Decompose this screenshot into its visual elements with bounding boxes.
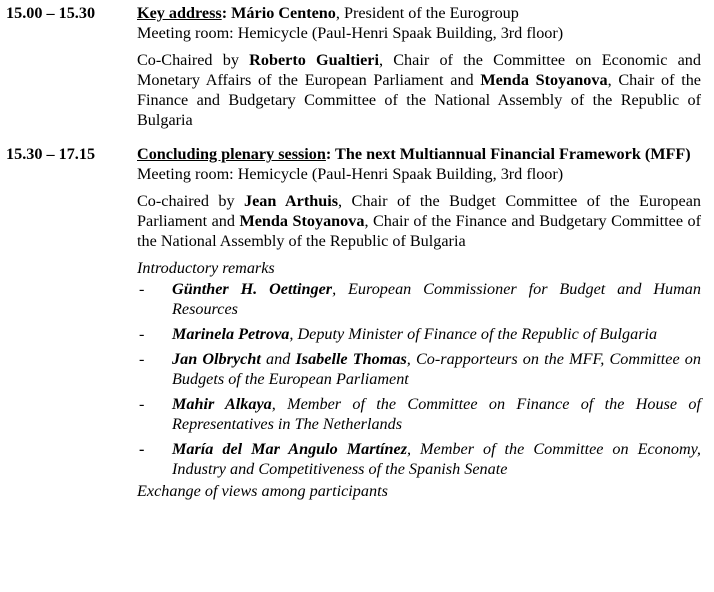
- speaker-list: [137, 279, 701, 479]
- cochair-suffix: , Chair of the Finance and Budgetary Committee of the National Assembly of the Republic of Bulgaria: [137, 71, 701, 129]
- dash-bullet: -: [139, 350, 145, 368]
- cochair-paragraph: [137, 50, 701, 130]
- session-time: 15.30 – 17.15: [6, 145, 96, 163]
- cochair-name-1: Roberto Gualtieri: [249, 51, 379, 69]
- speaker-role: , Member of the Committee on Finance of the House of Representatives in The Netherlands: [172, 395, 701, 433]
- session-title-rest: : The next Multiannual Financial Framework (MFF): [325, 145, 691, 163]
- keynote-speaker-name: Mário Centeno: [231, 4, 336, 22]
- speaker-text: [172, 349, 701, 389]
- session-title: [137, 3, 701, 23]
- speaker-name: Marinela Petrova: [172, 325, 290, 343]
- speaker-item: [137, 394, 701, 434]
- speaker-conjunction: and: [260, 350, 296, 368]
- dash-bullet: -: [139, 280, 145, 298]
- speaker-role: , Member of the Committee on Economy, Industry and Competitiveness of the Spanish Senate: [172, 440, 701, 478]
- cochair-paragraph: [137, 191, 701, 251]
- speaker-text: [172, 394, 701, 434]
- speaker-name: Günther H. Oettinger: [172, 280, 333, 298]
- session-time: 15.00 – 15.30: [6, 4, 96, 22]
- speaker-item: [137, 439, 701, 479]
- speaker-name: Mahir Alkaya: [172, 395, 272, 413]
- speaker-role: , Deputy Minister of Finance of the Republic of Bulgaria: [289, 325, 658, 343]
- speaker-text: [172, 279, 701, 319]
- cochair-name-2: Menda Stoyanova: [480, 71, 608, 89]
- cochair-suffix: , Chair of the Finance and Budgetary Committee of the National Assembly of the Republic of Bulgaria: [137, 212, 701, 250]
- keynote-speaker-role: , President of the Eurogroup: [335, 4, 519, 22]
- speaker-name: Jan Olbrycht: [172, 350, 261, 368]
- meeting-room: Meeting room: Hemicycle (Paul-Henri Spaak Building, 3rd floor): [137, 24, 564, 42]
- dash-bullet: -: [139, 325, 145, 343]
- cochair-name-2: Menda Stoyanova: [239, 212, 365, 230]
- session-title: [137, 144, 701, 164]
- session-title-sep: :: [221, 4, 232, 22]
- closing-note: Exchange of views among participants: [137, 482, 388, 500]
- cochair-name-1: Jean Arthuis: [244, 192, 339, 210]
- speaker-role: , European Commissioner for Budget and Human Resources: [172, 280, 701, 318]
- session-content: [137, 144, 701, 501]
- cochair-mid: , Chair of the Committee on Economic and Monetary Affairs of the European Parliament and: [137, 51, 701, 89]
- dash-bullet: -: [139, 395, 145, 413]
- dash-bullet: -: [139, 440, 145, 458]
- session-title-label: Concluding plenary session: [137, 145, 326, 163]
- session-content: [137, 3, 701, 130]
- speaker-role: , Co-rapporteurs on the MFF, Committee on Budgets of the European Parliament: [172, 350, 701, 388]
- agenda-session-keynote: [0, 3, 714, 130]
- introductory-remarks-heading: Introductory remarks: [137, 259, 275, 277]
- speaker-text: [172, 439, 701, 479]
- agenda-session-plenary: [0, 144, 714, 501]
- speaker-item: [137, 349, 701, 389]
- meeting-room: Meeting room: Hemicycle (Paul-Henri Spaak Building, 3rd floor): [137, 165, 564, 183]
- speaker-name: María del Mar Angulo Martínez: [172, 440, 408, 458]
- speaker-item: [137, 324, 701, 344]
- speaker-name-2: Isabelle Thomas: [295, 350, 407, 368]
- speaker-item: [137, 279, 701, 319]
- session-title-label: Key address: [137, 4, 222, 22]
- cochair-prefix: Co-chaired by: [137, 192, 245, 210]
- speaker-text: [172, 324, 701, 344]
- cochair-mid: , Chair of the Budget Committee of the European Parliament and: [137, 192, 701, 230]
- cochair-prefix: Co-Chaired by: [137, 51, 250, 69]
